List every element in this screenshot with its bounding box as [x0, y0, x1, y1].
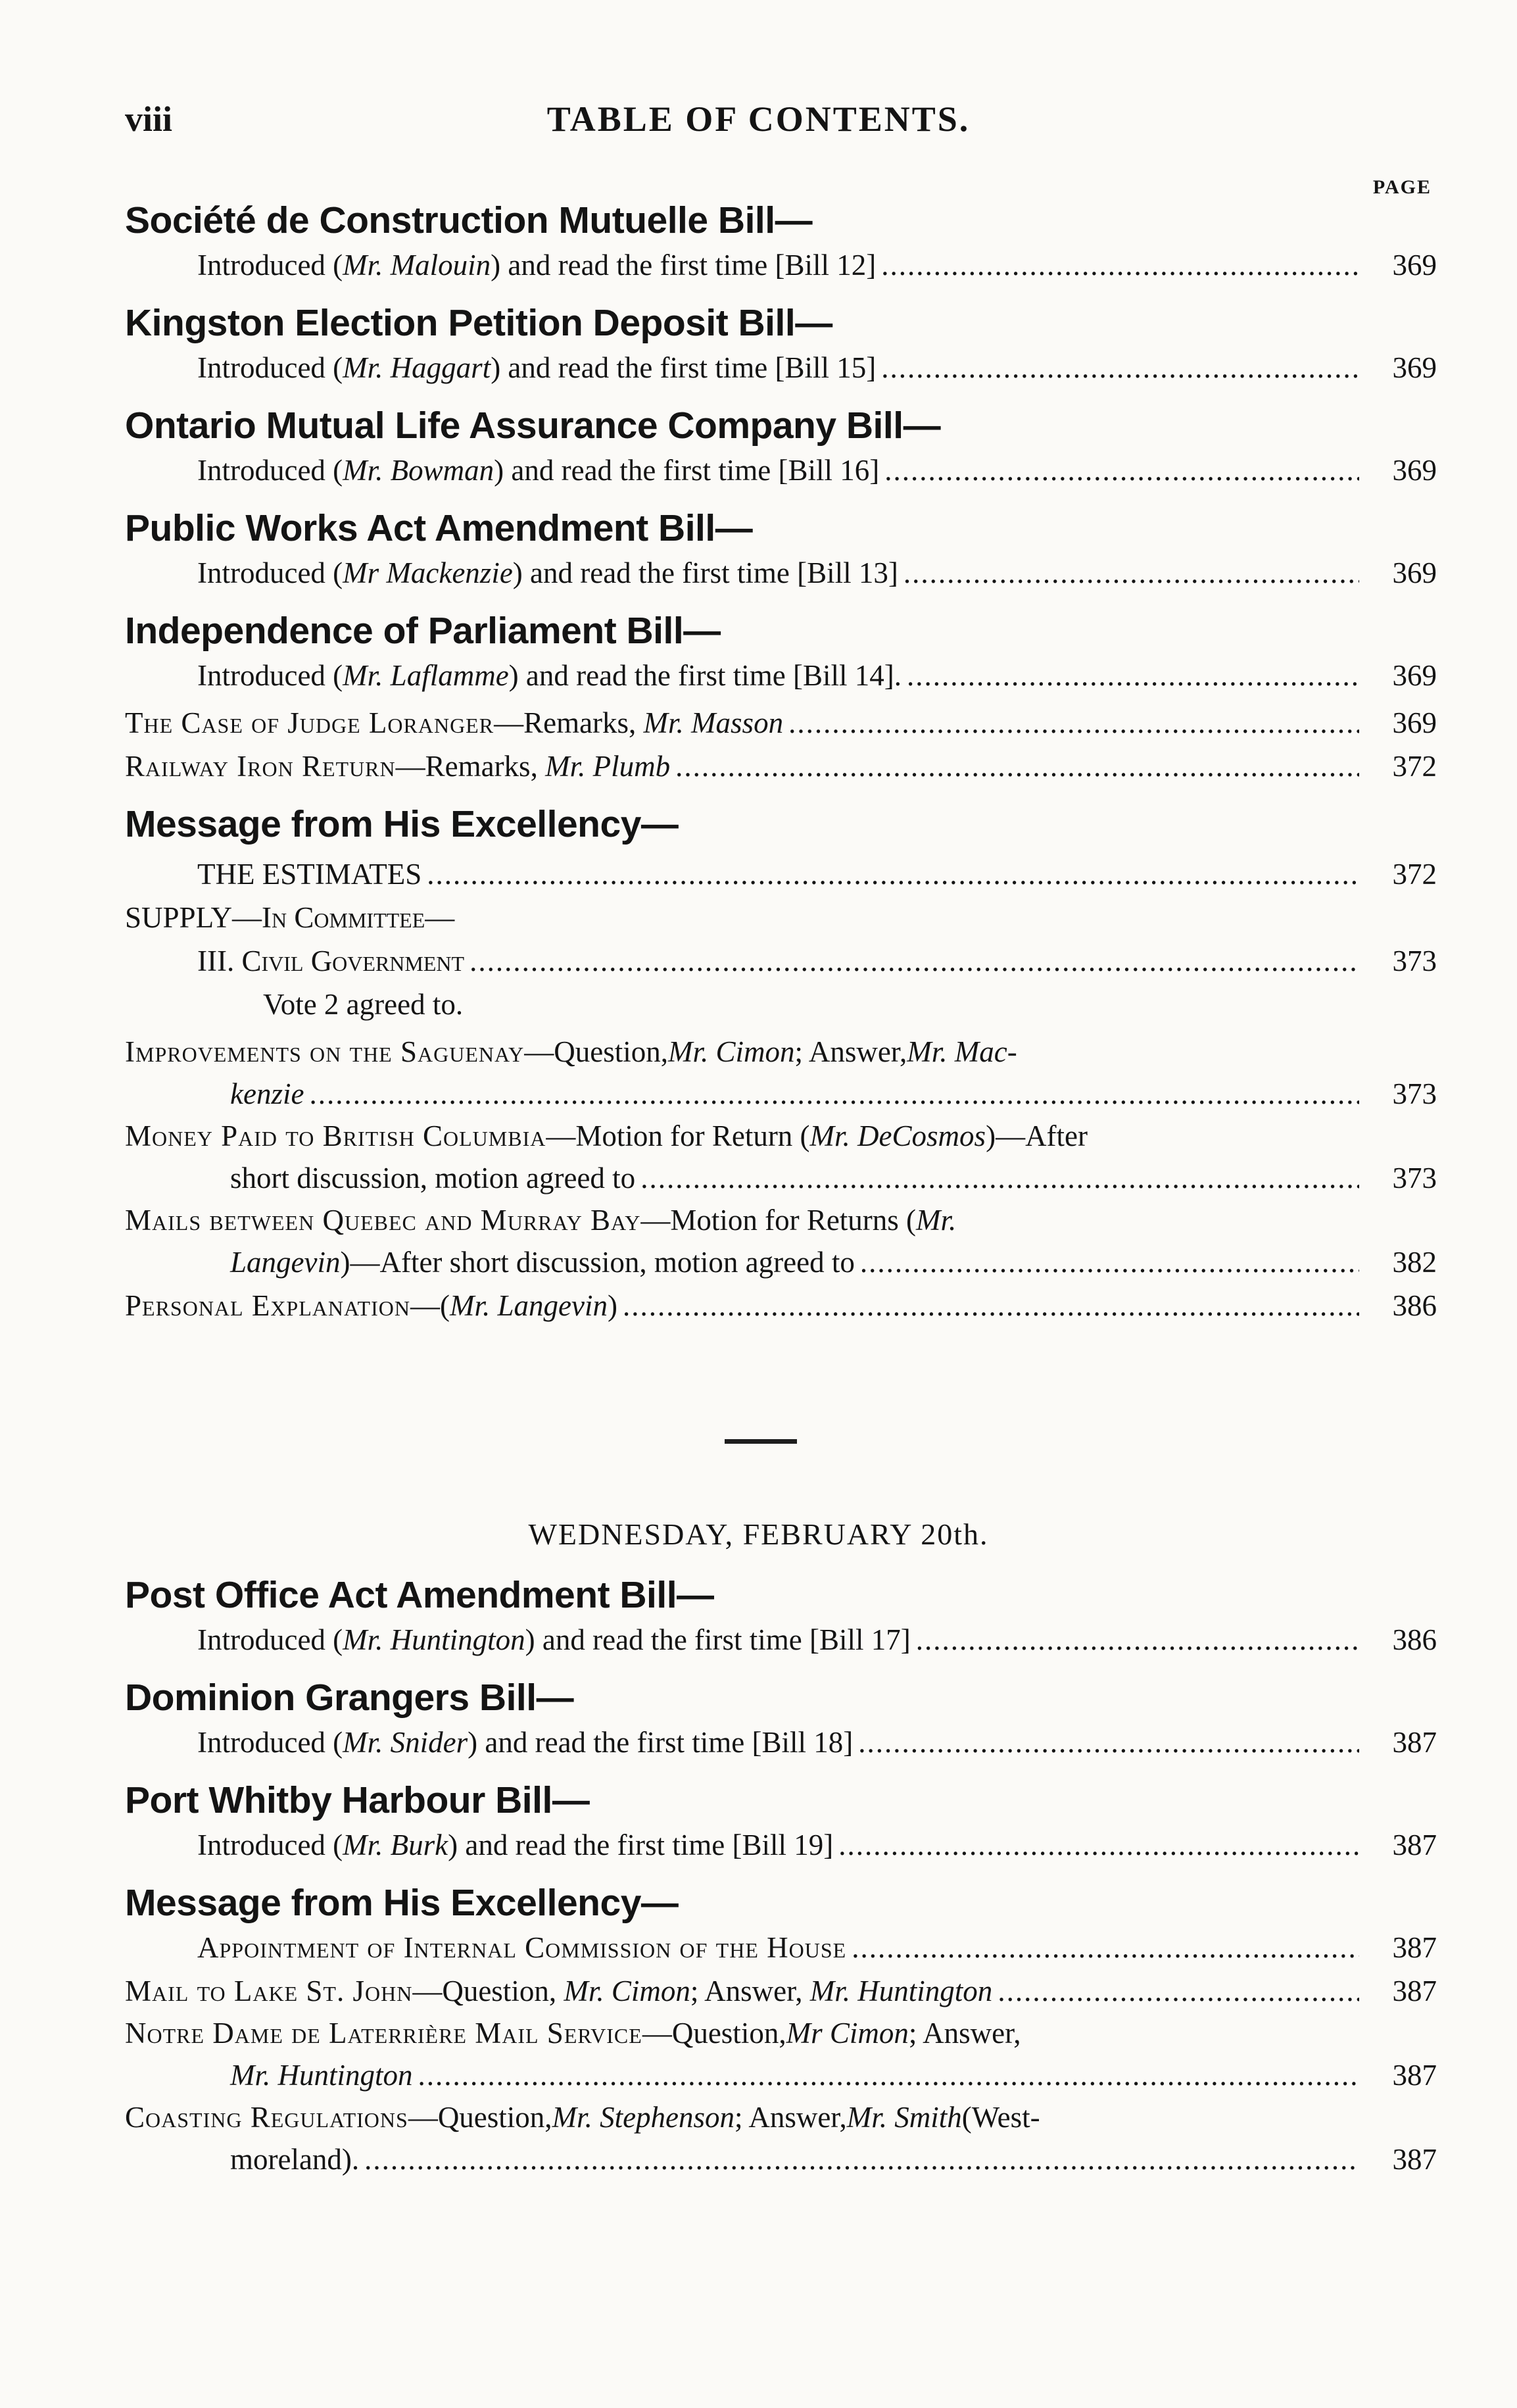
- page-number: 373: [1392, 945, 1437, 977]
- toc-entry-british-columbia: Money Paid to British Columbia —Motion for Return ( Mr. DeCosmos )—After short discussion, motion agreed to ..... 373: [125, 1116, 1437, 1200]
- bill-heading: Post Office Act Amendment Bill—: [125, 1574, 714, 1616]
- toc-line: Introduced (Mr. Laflamme) and read the first time [Bill 14]. ..... 369: [125, 654, 1437, 697]
- page-number: 369: [1392, 556, 1437, 589]
- toc-entry-personal-explanation: Personal Explanation—(Mr. Langevin) ..... 386: [125, 1284, 1437, 1327]
- bill-heading: Public Works Act Amendment Bill—: [125, 507, 753, 549]
- toc-entry-notre-dame: Notre Dame de Laterrière Mail Service —Question, Mr Cimon ; Answer, Mr. Huntington ..... 387: [125, 2013, 1437, 2097]
- vote-note: Vote 2 agreed to.: [263, 988, 464, 1021]
- bill-heading: Kingston Election Petition Deposit Bill—: [125, 302, 832, 344]
- page-number: 369: [1392, 351, 1437, 384]
- page-number: 387: [1392, 1726, 1437, 1759]
- toc-entry-bill: [125, 608, 1437, 697]
- page-number: 387: [1392, 2143, 1437, 2176]
- page-number: 369: [1392, 706, 1437, 739]
- running-head: TABLE OF CONTENTS.: [546, 99, 971, 139]
- page-column-label: PAGE: [1372, 176, 1432, 198]
- toc-line: Introduced (Mr Mackenzie) and read the first time [Bill 13] ..... 369: [125, 551, 1437, 595]
- page-number: 386: [1392, 1289, 1437, 1322]
- page-number: 369: [1392, 249, 1437, 282]
- toc-line: Introduced (Mr. Malouin) and read the first time [Bill 12] ..... 369: [125, 243, 1437, 287]
- toc-entry-bill: [125, 197, 1437, 287]
- page-number: 373: [1392, 1162, 1437, 1194]
- folio-page-number: viii: [125, 99, 173, 139]
- toc-line: III. Civil Government ..... 373: [125, 939, 1437, 983]
- bill-heading: Independence of Parliament Bill—: [125, 610, 721, 652]
- toc-entry-bill: [125, 300, 1437, 389]
- date-heading: WEDNESDAY, FEBRUARY 20th.: [528, 1517, 989, 1551]
- toc-entry-message: [125, 1880, 1437, 1969]
- toc-entry-judge-case: The Case of Judge Loranger—Remarks, Mr. Masson ..... 369: [125, 701, 1437, 745]
- bill-heading: Société de Construction Mutuelle Bill—: [125, 199, 813, 241]
- bill-heading: Ontario Mutual Life Assurance Company Bill—: [125, 405, 941, 447]
- toc-entry-railway: Railway Iron Return—Remarks, Mr. Plumb ..... 372: [125, 745, 1437, 788]
- page-number: 387: [1392, 2059, 1437, 2092]
- toc-line: Appointment of Internal Commission of the House ..... 387: [125, 1926, 1437, 1969]
- toc-entry-bill: [125, 505, 1437, 595]
- page-number: 369: [1392, 659, 1437, 692]
- page-number: 369: [1392, 454, 1437, 487]
- page-number: 387: [1392, 1931, 1437, 1964]
- message-heading: Message from His Excellency—: [125, 803, 679, 845]
- toc-line: Introduced (Mr. Snider) and read the first time [Bill 18] ..... 387: [125, 1721, 1437, 1764]
- toc-entry-bill: [125, 1675, 1437, 1764]
- page-number: 387: [1392, 1975, 1437, 2007]
- toc-entry-bill: [125, 1572, 1437, 1661]
- toc-part-2: [125, 1572, 1437, 2181]
- toc-entry-saguenay: Improvements on the Saguenay —Question, Mr. Cimon ; Answer, Mr. Mac- kenzie ..... 373: [125, 1031, 1437, 1116]
- page-number: 382: [1392, 1246, 1437, 1279]
- page-number: 386: [1392, 1623, 1437, 1656]
- toc-entry-coasting: Coasting Regulations —Question, Mr. Stephenson ; Answer, Mr. Smith (West- moreland). ..... 387: [125, 2097, 1437, 2181]
- toc-part-1: [125, 197, 1437, 1327]
- toc-line: Introduced (Mr. Haggart) and read the first time [Bill 15] ..... 369: [125, 346, 1437, 389]
- section-divider: [725, 1439, 797, 1444]
- bill-heading: Port Whitby Harbour Bill—: [125, 1779, 590, 1821]
- page-number: 373: [1392, 1077, 1437, 1110]
- toc-line: THE ESTIMATES ..... 372: [125, 852, 1437, 896]
- supply-title: SUPPLY—In Committee—: [125, 901, 455, 934]
- message-heading: Message from His Excellency—: [125, 1882, 679, 1924]
- page-number: 387: [1392, 1829, 1437, 1861]
- page-number: 372: [1392, 750, 1437, 783]
- toc-line: Introduced (Mr. Bowman) and read the first time [Bill 16] ..... 369: [125, 449, 1437, 492]
- toc-entry-mails-murray-bay: Mails between Quebec and Murray Bay —Motion for Returns ( Mr. Langevin)—After short discussion, motion agreed to ..... 382: [125, 1200, 1437, 1284]
- bill-heading: Dominion Grangers Bill—: [125, 1677, 574, 1719]
- toc-entry-lake-st-john: Mail to Lake St. John—Question, Mr. Cimon; Answer, Mr. Huntington ..... 387: [125, 1969, 1437, 2013]
- toc-entry-message: [125, 801, 1437, 896]
- toc-entry-bill: [125, 1777, 1437, 1867]
- toc-line: Introduced (Mr. Burk) and read the first time [Bill 19] ..... 387: [125, 1823, 1437, 1867]
- toc-entry-bill: [125, 403, 1437, 492]
- toc-entry-supply: [125, 896, 1437, 1026]
- page-number: 372: [1392, 858, 1437, 891]
- toc-line: Introduced (Mr. Huntington) and read the first time [Bill 17] ..... 386: [125, 1618, 1437, 1661]
